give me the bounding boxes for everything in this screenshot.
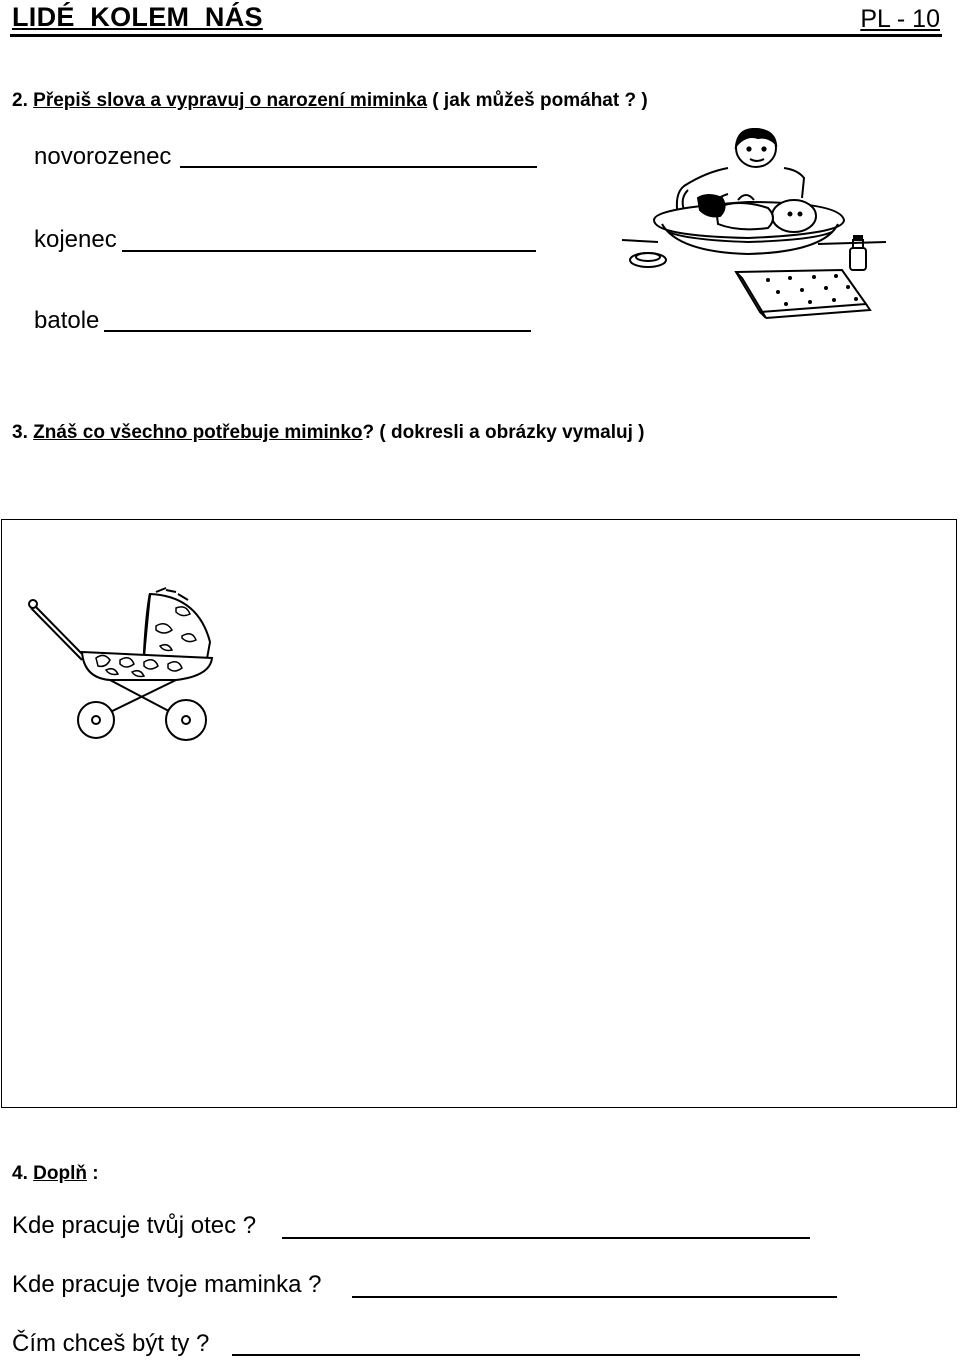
answer-line-mother-work[interactable] bbox=[352, 1296, 837, 1298]
page-number: PL - 10 bbox=[860, 5, 940, 33]
task-3-heading bbox=[12, 422, 644, 444]
word-novorozenec: novorozenec bbox=[34, 143, 172, 170]
word-kojenec: kojenec bbox=[34, 226, 117, 253]
task-3-title: Znáš co všechno potřebuje miminko bbox=[33, 422, 363, 443]
question-father-work: Kde pracuje tvůj otec ? bbox=[12, 1212, 257, 1239]
write-line-novorozenec[interactable] bbox=[180, 166, 537, 168]
task-4-number: 4. bbox=[12, 1163, 28, 1184]
baby-bath-illustration bbox=[618, 128, 890, 320]
pram-illustration bbox=[26, 586, 216, 742]
worksheet-title: LIDÉ KOLEM NÁS bbox=[12, 2, 263, 32]
task-4-colon: : bbox=[86, 1163, 99, 1184]
word-batole: batole bbox=[34, 307, 100, 334]
write-line-batole[interactable] bbox=[104, 330, 531, 332]
task-2-title: Přepiš slova a vypravuj o narození miminka bbox=[33, 90, 428, 111]
page-header bbox=[10, 0, 942, 37]
task-3-note: ? ( dokresli a obrázky vymaluj ) bbox=[362, 422, 645, 443]
question-future-job: Čím chceš být ty ? bbox=[12, 1330, 210, 1357]
task-4-heading bbox=[12, 1163, 99, 1185]
task-4-title: Doplň bbox=[33, 1163, 87, 1184]
answer-line-future-job[interactable] bbox=[232, 1354, 860, 1356]
task-2-number: 2. bbox=[12, 90, 28, 111]
write-line-kojenec[interactable] bbox=[122, 250, 536, 252]
question-mother-work: Kde pracuje tvoje maminka ? bbox=[12, 1271, 322, 1298]
task-2-heading bbox=[12, 90, 648, 112]
answer-line-father-work[interactable] bbox=[282, 1237, 810, 1239]
task-3-number: 3. bbox=[12, 422, 28, 443]
task-2-note: ( jak můžeš pomáhat ? ) bbox=[427, 90, 648, 111]
